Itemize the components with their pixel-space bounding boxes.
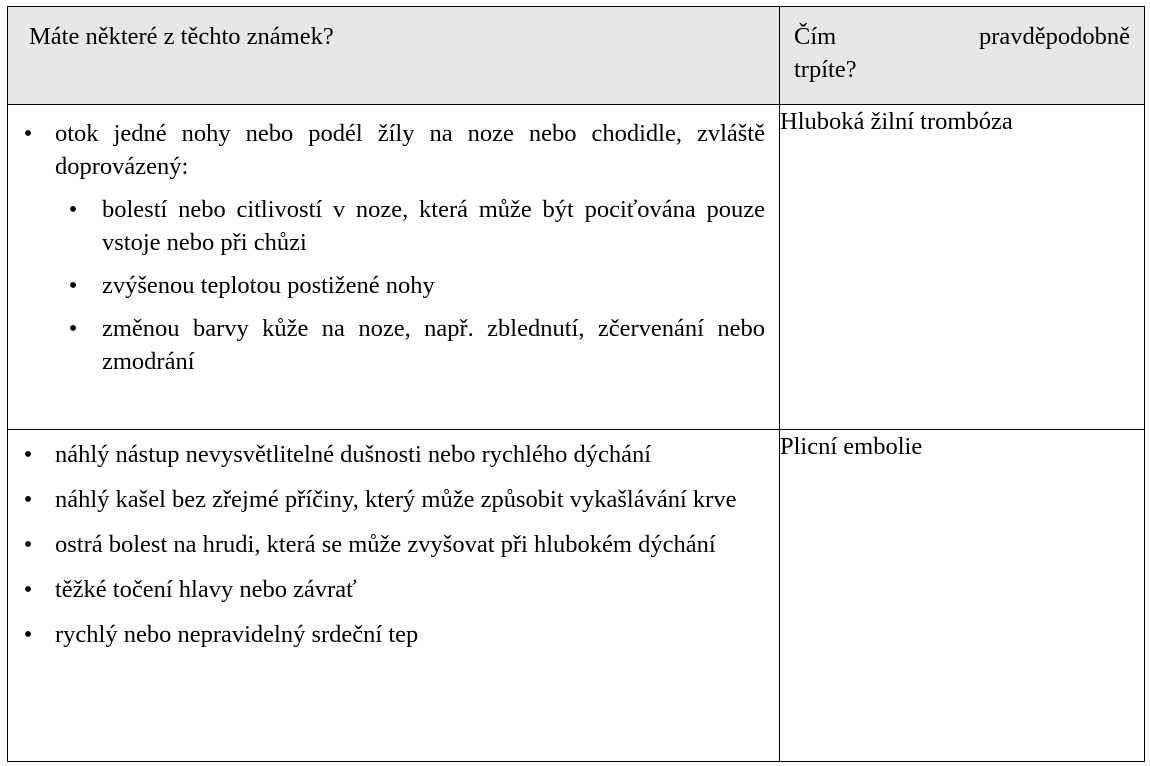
bullet-icon: •: [23, 621, 33, 648]
header-diagnosis-word1: Čím: [794, 23, 837, 50]
header-diagnosis-word2: pravděpodobně: [978, 23, 1130, 50]
symptom-list: [8, 117, 779, 378]
symptom-text: náhlý nástup nevysvětlitelné dušnosti nebo rychlého dýchání: [55, 441, 652, 468]
diagnosis-text: Hluboká žilní trombóza: [780, 108, 1013, 135]
symptom-list: [8, 438, 779, 651]
bullet-icon: •: [68, 272, 78, 299]
sub-symptom-list: [55, 193, 765, 378]
symptom-text: těžké točení hlavy nebo závrať: [55, 576, 357, 603]
bullet-icon: •: [23, 486, 33, 513]
header-diagnosis: [780, 7, 1145, 105]
list-item: [8, 483, 779, 516]
symptoms-cell: [8, 430, 780, 762]
symptom-text: bolestí nebo citlivostí v noze, která může být pociťována pouze vstoje nebo při chůzi: [102, 196, 765, 256]
bullet-icon: •: [68, 315, 78, 342]
bullet-icon: •: [23, 576, 33, 603]
diagnosis-text: Plicní embolie: [780, 433, 923, 460]
list-item: [8, 528, 779, 561]
diagnosis-cell: [780, 105, 1145, 430]
symptom-text: změnou barvy kůže na noze, např. zblednutí, zčervenání nebo zmodrání: [102, 315, 765, 375]
symptoms-table: [7, 6, 1145, 762]
symptom-text: náhlý kašel bez zřejmé příčiny, který může způsobit vykašlávání krve: [55, 486, 737, 513]
bullet-icon: •: [23, 120, 33, 147]
list-item: [55, 312, 765, 378]
table-row: [8, 105, 1145, 430]
list-item: [55, 269, 765, 302]
symptom-text: ostrá bolest na hrudi, která se může zvyšovat při hlubokém dýchání: [55, 531, 716, 558]
symptom-text: otok jedné nohy nebo podél žíly na noze nebo chodidle, zvláště doprovázený:: [55, 120, 765, 180]
header-diagnosis-line1: [794, 20, 1130, 53]
symptom-text: zvýšenou teplotou postižené nohy: [102, 272, 435, 299]
list-item: [8, 117, 779, 378]
bullet-icon: •: [23, 441, 33, 468]
table-row: [8, 430, 1145, 762]
header-diagnosis-line2: trpíte?: [794, 56, 857, 83]
list-item: [8, 618, 779, 651]
list-item: [8, 438, 779, 471]
diagnosis-cell: [780, 430, 1145, 762]
header-symptoms: Máte některé z těchto známek?: [8, 7, 780, 105]
symptom-text: rychlý nebo nepravidelný srdeční tep: [55, 621, 419, 648]
bullet-icon: •: [23, 531, 33, 558]
list-item: [55, 193, 765, 259]
symptoms-cell: [8, 105, 780, 430]
bullet-icon: •: [68, 196, 78, 223]
list-item: [8, 573, 779, 606]
table-header-row: [8, 7, 1145, 105]
